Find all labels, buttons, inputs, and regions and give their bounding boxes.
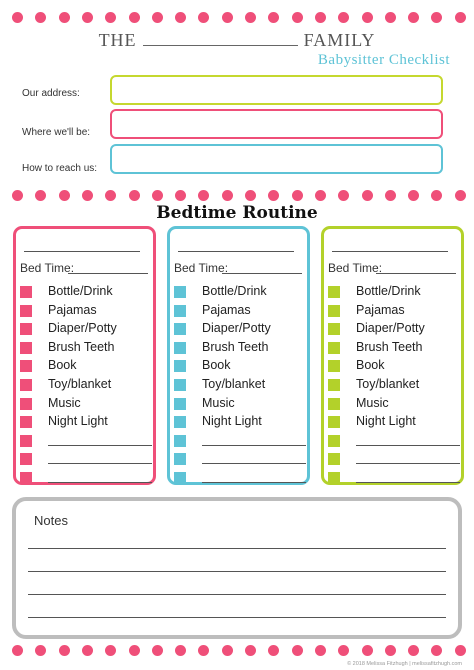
dot [129, 12, 140, 23]
dot [408, 190, 419, 201]
checkbox[interactable] [20, 342, 32, 354]
blank-item-line[interactable] [356, 445, 460, 446]
dot [12, 12, 23, 23]
dot [152, 645, 163, 656]
checkbox[interactable] [174, 323, 186, 335]
dot [59, 645, 70, 656]
dot [105, 12, 116, 23]
checklist-item-label: Night Light [202, 414, 262, 429]
checklist-item-label: Bottle/Drink [48, 284, 113, 298]
checklist-item-label: Toy/blanket [48, 377, 112, 391]
bedtime-card [167, 226, 310, 485]
dot [59, 190, 70, 201]
checkbox[interactable] [328, 305, 340, 317]
checkbox[interactable] [174, 379, 186, 391]
bed-time-label: Bed Time: [20, 261, 75, 275]
dot [362, 645, 373, 656]
dot [222, 645, 233, 656]
checkbox[interactable] [20, 453, 32, 465]
bed-time-label: Bed Time: [328, 261, 383, 275]
checkbox[interactable] [328, 342, 340, 354]
checklist-item-label: Brush Teeth [48, 339, 115, 354]
checkbox[interactable] [174, 472, 186, 484]
checkbox[interactable] [174, 453, 186, 465]
family-title [0, 30, 474, 51]
dot [129, 190, 140, 201]
blank-item-line[interactable] [356, 482, 460, 483]
dot [268, 12, 279, 23]
notes-line[interactable] [28, 594, 446, 595]
checklist-item-label: Book [202, 358, 231, 373]
checkbox[interactable] [328, 360, 340, 372]
top-dot-border [0, 12, 474, 26]
dot [292, 190, 303, 201]
dot [455, 645, 466, 656]
bedtime-card [13, 226, 156, 485]
checklist-item-label: Night Light [356, 414, 416, 429]
checkbox[interactable] [174, 416, 186, 428]
checkbox[interactable] [328, 379, 340, 391]
dot [338, 645, 349, 656]
dot [385, 12, 396, 23]
checklist-item-label: Pajamas [202, 302, 251, 317]
checklist-item-label: Book [356, 358, 385, 373]
middle-dot-border [0, 190, 474, 204]
dot [82, 12, 93, 23]
checkbox[interactable] [20, 360, 32, 372]
location-label: Where we'll be: [22, 127, 91, 138]
dot [175, 12, 186, 23]
blank-item-line[interactable] [202, 463, 306, 464]
dot [222, 12, 233, 23]
dot [315, 645, 326, 656]
checklist-item-label: Pajamas [356, 302, 405, 317]
checkbox[interactable] [328, 323, 340, 335]
checkbox[interactable] [174, 435, 186, 447]
checklist-item-label: Music [356, 395, 389, 410]
checkbox[interactable] [328, 398, 340, 410]
checkbox[interactable] [328, 453, 340, 465]
blank-item-line[interactable] [48, 463, 152, 464]
dot [175, 190, 186, 201]
dot [245, 190, 256, 201]
checklist-subtitle: Babysitter Checklist [317, 52, 450, 68]
dot [362, 190, 373, 201]
dot [292, 12, 303, 23]
notes-title: Notes [34, 513, 68, 528]
bed-time-label: Bed Time: [174, 261, 229, 275]
checklist-item-label: Brush Teeth [356, 339, 423, 354]
checkbox[interactable] [328, 286, 340, 298]
dot [431, 645, 442, 656]
contact-label: How to reach us: [22, 163, 98, 174]
checklist-item-label: Toy/blanket [202, 377, 266, 391]
dot [455, 190, 466, 201]
dot [152, 190, 163, 201]
address-field[interactable] [110, 75, 443, 105]
dot [245, 12, 256, 23]
dot [105, 190, 116, 201]
dot [245, 645, 256, 656]
child-name-line[interactable] [24, 251, 140, 252]
checkbox[interactable] [20, 305, 32, 317]
blank-item-line[interactable] [356, 463, 460, 464]
checklist-item-label: Diaper/Potty [356, 321, 425, 336]
bottom-dot-border [0, 645, 474, 659]
bed-time-line[interactable] [68, 273, 148, 274]
dot [292, 645, 303, 656]
checklist-item-label: Toy/blanket [356, 377, 420, 391]
notes-line[interactable] [28, 571, 446, 572]
checkbox[interactable] [20, 435, 32, 447]
checklist-item-label: Music [202, 395, 235, 410]
dot [408, 645, 419, 656]
address-label: Our address: [22, 88, 80, 99]
dot [198, 190, 209, 201]
checkbox[interactable] [20, 472, 32, 484]
dot [175, 645, 186, 656]
checkbox[interactable] [328, 472, 340, 484]
checklist-item-label: Night Light [48, 414, 108, 429]
checklist-item-label: Diaper/Potty [48, 321, 117, 336]
dot [362, 12, 373, 23]
dot [105, 645, 116, 656]
dot [455, 12, 466, 23]
dot [35, 12, 46, 23]
dot [268, 190, 279, 201]
notes-line[interactable] [28, 548, 446, 549]
child-name-line[interactable] [332, 251, 448, 252]
checkbox[interactable] [174, 398, 186, 410]
blank-item-line[interactable] [202, 445, 306, 446]
contact-field[interactable] [110, 144, 443, 174]
checkbox[interactable] [20, 379, 32, 391]
checklist-item-label: Bottle/Drink [202, 284, 267, 298]
dot [385, 190, 396, 201]
blank-item-line[interactable] [48, 482, 152, 483]
dot [12, 190, 23, 201]
notes-line[interactable] [28, 617, 446, 618]
checkbox[interactable] [328, 435, 340, 447]
dot [82, 190, 93, 201]
blank-item-line[interactable] [48, 445, 152, 446]
checklist-item-label: Bottle/Drink [356, 284, 421, 298]
checkbox[interactable] [174, 360, 186, 372]
dot [408, 12, 419, 23]
dot [198, 12, 209, 23]
checkbox[interactable] [20, 286, 32, 298]
checkbox[interactable] [20, 323, 32, 335]
copyright-text: © 2018 Melissa Fitzhugh | melissafitzhugh.com [347, 661, 462, 667]
dot [431, 12, 442, 23]
checkbox[interactable] [174, 286, 186, 298]
dot [12, 645, 23, 656]
dot [431, 190, 442, 201]
title-the: THE [98, 30, 137, 50]
checklist-item-label: Music [48, 395, 81, 410]
bedtime-card [321, 226, 464, 485]
title-family: FAMILY [303, 30, 376, 50]
dot [35, 190, 46, 201]
notes-box [12, 497, 462, 639]
child-name-line[interactable] [178, 251, 294, 252]
blank-item-line[interactable] [202, 482, 306, 483]
dot [315, 190, 326, 201]
checklist-item-label: Book [48, 358, 77, 373]
dot [129, 645, 140, 656]
checkbox[interactable] [174, 305, 186, 317]
dot [82, 645, 93, 656]
dot [338, 12, 349, 23]
dot [35, 645, 46, 656]
dot [152, 12, 163, 23]
location-field[interactable] [110, 109, 443, 139]
bed-time-line[interactable] [222, 273, 302, 274]
checkbox[interactable] [328, 416, 340, 428]
checkbox[interactable] [174, 342, 186, 354]
dot [385, 645, 396, 656]
checklist-item-label: Diaper/Potty [202, 321, 271, 336]
bedtime-heading: Bedtime Routine [156, 203, 318, 223]
dot [59, 12, 70, 23]
dot [198, 645, 209, 656]
checkbox[interactable] [20, 398, 32, 410]
dot [338, 190, 349, 201]
checkbox[interactable] [20, 416, 32, 428]
dot [315, 12, 326, 23]
dot [222, 190, 233, 201]
checklist-item-label: Pajamas [48, 302, 97, 317]
checklist-item-label: Brush Teeth [202, 339, 269, 354]
bed-time-line[interactable] [376, 273, 456, 274]
family-name-blank[interactable] [143, 31, 298, 46]
dot [268, 645, 279, 656]
